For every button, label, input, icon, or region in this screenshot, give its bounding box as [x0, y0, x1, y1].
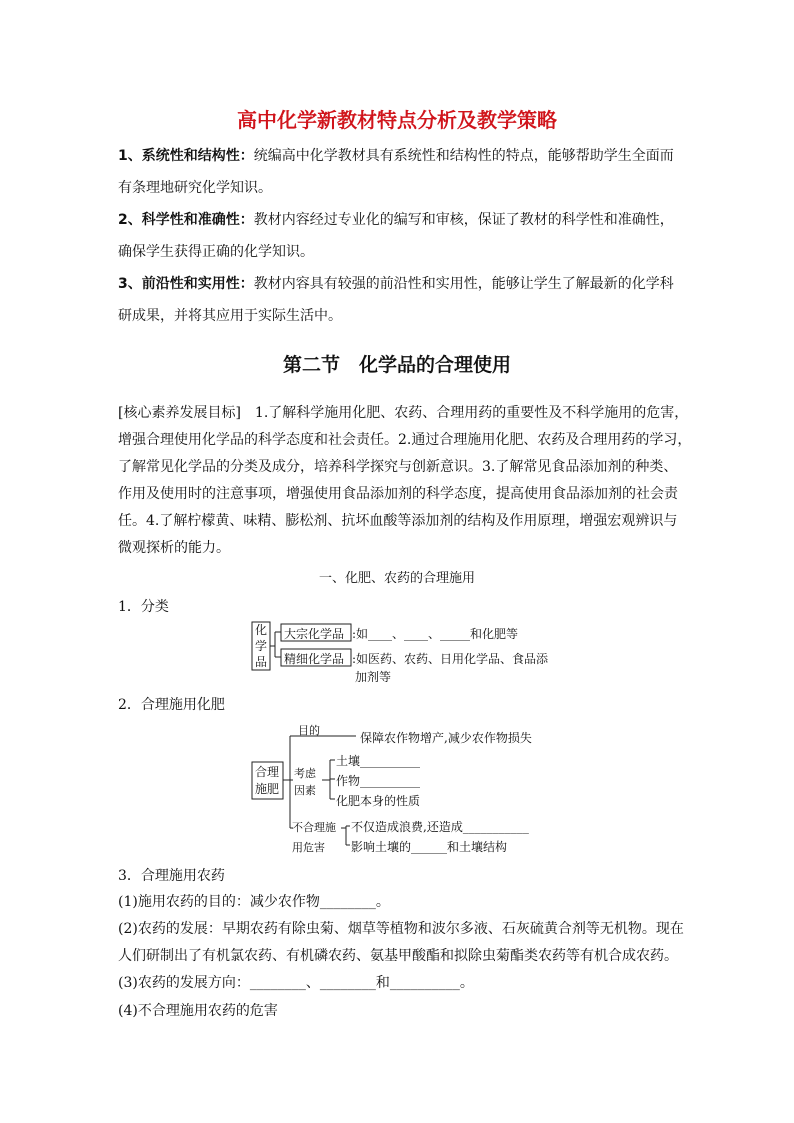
branch-text-bulk: :如____、____、_____和化肥等: [352, 627, 519, 641]
branch-text-fine: :如医药、农药、日用化学品、食品添: [352, 652, 549, 666]
item3-line: (3)农药的发展方向：________、________和__________。: [118, 975, 474, 991]
branch-box-fine: 精细化学品: [284, 652, 345, 666]
factor-item: 土壤__________: [336, 754, 421, 768]
purpose-label: 目的: [298, 724, 320, 737]
feature-1-cont: 有条理地研究化学知识。: [118, 180, 272, 196]
page-title: 高中化学新教材特点分析及教学策略: [237, 108, 557, 132]
section-title: 第二节 化学品的合理使用: [282, 354, 511, 376]
purpose-text: 保障农作物增产,减少农作物损失: [360, 731, 532, 745]
feature-text: 统编高中化学教材具有系统性和结构性的特点，能够帮助学生全面而: [253, 148, 674, 164]
item3-line: (1)施用农药的目的：减少农作物________。: [118, 894, 390, 910]
diagram-root: 合理 施肥: [255, 765, 280, 796]
factor-item: 作物__________: [336, 774, 421, 788]
goals-line: 作用及使用时的注意事项，增强使用食品添加剂的科学态度，提高使用食品添加剂的社会责: [118, 486, 678, 502]
item2-heading: 2．合理施用化肥: [118, 697, 225, 713]
feature-text: 教材内容经过专业化的编写和审核，保证了教材的科学性和准确性，: [253, 212, 674, 228]
item1-heading: 1．分类: [118, 599, 169, 615]
branch-box-bulk: 大宗化学品: [284, 627, 345, 641]
feature-3-cont: 研成果，并将其应用于实际生活中。: [118, 308, 342, 324]
diagram-root: 化 学 品: [255, 623, 268, 669]
feature-label: 1、系统性和结构性：: [118, 148, 254, 164]
branch-text-fine-cont: 加剂等: [355, 670, 392, 684]
item3-line: (2)农药的发展：早期农药有除虫菊、烟草等植物和波尔多液、石灰硫黄合剂等无机物。现在: [118, 921, 684, 937]
harm-label: 不合理施 用危害: [292, 821, 336, 854]
goals-line: 任。4.了解柠檬黄、味精、膨松剂、抗坏血酸等添加剂的结构及作用原理，增强宏观辨识与: [118, 513, 678, 529]
subsection-title: 一、化肥、农药的合理施用: [318, 571, 475, 586]
feature-label: 2、科学性和准确性：: [118, 212, 254, 228]
goals-line: 微观探析的能力。: [118, 540, 230, 556]
feature-2-cont: 确保学生获得正确的化学知识。: [118, 244, 314, 260]
factors-label: 考虑 因素: [294, 767, 316, 797]
goals-line: 了解常见化学品的分类及成分，培养科学探究与创新意识。3.了解常见食品添加剂的种类、: [118, 459, 678, 475]
feature-text: 教材内容具有较强的前沿性和实用性，能够让学生了解最新的化学科: [253, 276, 674, 292]
goals-line: 增强合理使用化学品的科学态度和社会责任。2.通过合理施用化肥、农药及合理用药的学习，: [118, 432, 692, 448]
item3-line: 人们研制出了有机氯农药、有机磷农药、氨基甲酸酯和拟除虫菊酯类农药等有机合成农药。: [118, 948, 678, 964]
item3-heading: 3．合理施用农药: [118, 868, 225, 884]
harm-item: 影响土壤的______和土壤结构: [351, 840, 508, 854]
item3-line: (4)不合理施用农药的危害: [118, 1003, 278, 1019]
factor-item: 化肥本身的性质: [336, 794, 421, 808]
feature-label: 3、前沿性和实用性：: [118, 276, 254, 292]
harm-item: 不仅造成浪费,还造成___________: [351, 820, 529, 834]
goals-line: [核心素养发展目标] 1.了解科学施用化肥、农药、合理用药的重要性及不科学施用的危害，: [118, 405, 689, 421]
